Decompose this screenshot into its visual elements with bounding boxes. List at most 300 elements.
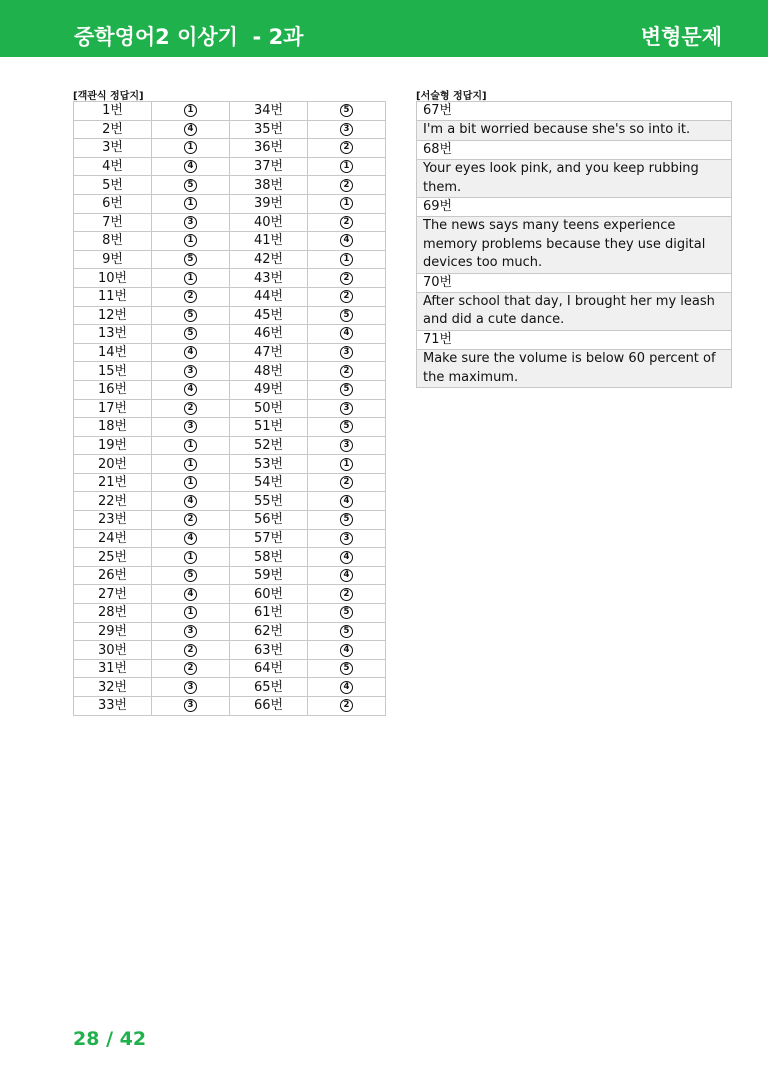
- answer-choice: 1: [184, 141, 197, 154]
- answer-choice: 3: [340, 439, 353, 452]
- answer-choice-cell: [152, 418, 230, 437]
- table-row: [74, 194, 386, 213]
- question-number-cell: [230, 325, 308, 344]
- question-number: 16번: [97, 382, 128, 398]
- answer-choice: 4: [340, 681, 353, 694]
- question-number: 62번: [253, 623, 284, 639]
- answer-text: I'm a bit worried because she's so into it.: [417, 121, 732, 140]
- question-number-cell: [230, 548, 308, 567]
- objective-answers-label: [객관식 정답지]: [73, 91, 144, 102]
- question-number: 64번: [253, 661, 284, 677]
- table-row: [74, 102, 386, 121]
- answer-choice: 1: [340, 197, 353, 210]
- question-number-cell: [74, 120, 152, 139]
- table-row: [74, 362, 386, 381]
- question-number-cell: [74, 492, 152, 511]
- answer-choice: 5: [340, 625, 353, 638]
- question-number-cell: [230, 566, 308, 585]
- answer-choice-cell: [308, 436, 386, 455]
- table-row: [74, 622, 386, 641]
- table-row: [74, 250, 386, 269]
- question-number-cell: [74, 194, 152, 213]
- question-number-cell: [230, 194, 308, 213]
- question-number: 2번: [102, 121, 123, 137]
- question-number: 58번: [253, 549, 284, 565]
- question-number-cell: [74, 380, 152, 399]
- answer-choice: 4: [184, 383, 197, 396]
- answer-choice: 3: [340, 402, 353, 415]
- answer-choice-cell: [308, 529, 386, 548]
- question-number: 55번: [253, 493, 284, 509]
- table-row: [417, 330, 732, 349]
- answer-choice-cell: [308, 362, 386, 381]
- answer-choice-cell: [152, 362, 230, 381]
- question-number-cell: [74, 287, 152, 306]
- question-number-cell: [74, 139, 152, 158]
- question-number: 43번: [253, 270, 284, 286]
- question-number: 19번: [97, 437, 128, 453]
- question-number-cell: [230, 473, 308, 492]
- question-number-cell: [230, 343, 308, 362]
- answer-choice: 2: [340, 216, 353, 229]
- answer-choice-cell: [308, 585, 386, 604]
- question-number-cell: [230, 678, 308, 697]
- answer-choice: 3: [340, 346, 353, 359]
- answer-choice: 5: [340, 606, 353, 619]
- answer-text: Make sure the volume is below 60 percent of the maximum.: [417, 350, 732, 388]
- answer-choice-cell: [152, 269, 230, 288]
- question-number: 33번: [97, 698, 128, 714]
- question-number-cell: [74, 269, 152, 288]
- answer-choice-cell: [308, 325, 386, 344]
- question-number-cell: [74, 157, 152, 176]
- answer-choice-cell: [308, 120, 386, 139]
- question-number-cell: [74, 213, 152, 232]
- answer-choice-cell: [152, 697, 230, 716]
- answer-choice-cell: [308, 418, 386, 437]
- question-number-cell: [74, 455, 152, 474]
- answer-choice: 4: [340, 569, 353, 582]
- question-number: 29번: [97, 623, 128, 639]
- question-number: 9번: [102, 252, 123, 268]
- question-number: 57번: [253, 530, 284, 546]
- descriptive-answer-table: [416, 101, 732, 388]
- table-row: [417, 121, 732, 140]
- question-number: 65번: [253, 679, 284, 695]
- question-number: 28번: [97, 605, 128, 621]
- question-number-cell: [74, 678, 152, 697]
- answer-choice: 2: [340, 290, 353, 303]
- question-number-cell: [230, 213, 308, 232]
- table-row: [74, 697, 386, 716]
- question-number: 54번: [253, 475, 284, 491]
- answer-choice: 5: [340, 104, 353, 117]
- question-number: 60번: [253, 586, 284, 602]
- answer-choice-cell: [152, 232, 230, 251]
- question-number: 15번: [97, 363, 128, 379]
- answer-choice-cell: [152, 529, 230, 548]
- question-number: 37번: [253, 159, 284, 175]
- question-number-cell: [230, 622, 308, 641]
- answer-choice-cell: [152, 176, 230, 195]
- question-number: 17번: [97, 400, 128, 416]
- question-number-cell: [230, 176, 308, 195]
- table-row: [417, 217, 732, 273]
- answer-choice-cell: [308, 380, 386, 399]
- question-number: 44번: [253, 289, 284, 305]
- question-number-cell: [74, 306, 152, 325]
- question-number-cell: [74, 473, 152, 492]
- question-number-cell: [230, 455, 308, 474]
- question-number: 11번: [97, 289, 128, 305]
- question-number: 5번: [102, 177, 123, 193]
- answer-choice: 2: [184, 402, 197, 415]
- table-row: [74, 269, 386, 288]
- answer-choice-cell: [308, 232, 386, 251]
- question-number-cell: [230, 659, 308, 678]
- question-number-cell: [230, 362, 308, 381]
- answer-choice: 5: [340, 420, 353, 433]
- answer-choice: 1: [184, 439, 197, 452]
- answer-choice-cell: [152, 436, 230, 455]
- question-number-cell: [230, 585, 308, 604]
- question-number: 56번: [253, 512, 284, 528]
- question-number: 13번: [97, 326, 128, 342]
- answer-choice: 3: [184, 699, 197, 712]
- answer-choice: 3: [340, 123, 353, 136]
- answer-choice-cell: [152, 102, 230, 121]
- question-number-cell: [230, 157, 308, 176]
- answer-choice-cell: [152, 659, 230, 678]
- table-row: [74, 511, 386, 530]
- table-row: [74, 399, 386, 418]
- question-number: 53번: [253, 456, 284, 472]
- question-number-cell: [74, 511, 152, 530]
- question-number-cell: [74, 418, 152, 437]
- table-row: [74, 139, 386, 158]
- answer-choice-cell: [152, 604, 230, 623]
- table-row: [74, 325, 386, 344]
- question-number: 68번: [417, 140, 732, 159]
- table-row: [74, 120, 386, 139]
- question-number-cell: [230, 399, 308, 418]
- question-number-cell: [74, 659, 152, 678]
- answer-choice-cell: [308, 139, 386, 158]
- answer-choice: 3: [340, 532, 353, 545]
- table-row: [74, 566, 386, 585]
- question-number-cell: [74, 622, 152, 641]
- answer-choice-cell: [152, 139, 230, 158]
- question-number-cell: [230, 139, 308, 158]
- table-row: [417, 140, 732, 159]
- table-row: [74, 529, 386, 548]
- answer-choice-cell: [152, 622, 230, 641]
- answer-choice: 2: [340, 141, 353, 154]
- table-row: [74, 287, 386, 306]
- question-number-cell: [230, 511, 308, 530]
- answer-choice: 2: [340, 588, 353, 601]
- objective-answer-table: [73, 101, 386, 716]
- question-number: 25번: [97, 549, 128, 565]
- page-title: 중학영어2 이상기 - 2과: [74, 25, 304, 49]
- question-number-cell: [230, 102, 308, 121]
- question-number: 10번: [97, 270, 128, 286]
- question-number-cell: [74, 436, 152, 455]
- question-number: 3번: [102, 140, 123, 156]
- question-number: 1번: [102, 103, 123, 119]
- answer-choice-cell: [152, 548, 230, 567]
- answer-choice: 1: [184, 551, 197, 564]
- answer-choice: 4: [184, 123, 197, 136]
- table-row: [417, 102, 732, 121]
- question-number: 48번: [253, 363, 284, 379]
- answer-choice-cell: [308, 213, 386, 232]
- table-row: [74, 232, 386, 251]
- question-number-cell: [74, 697, 152, 716]
- question-number-cell: [74, 585, 152, 604]
- answer-choice: 4: [340, 327, 353, 340]
- question-number: 23번: [97, 512, 128, 528]
- question-number: 47번: [253, 345, 284, 361]
- answer-choice: 1: [340, 253, 353, 266]
- question-number: 14번: [97, 345, 128, 361]
- question-number: 49번: [253, 382, 284, 398]
- page-header: [0, 0, 768, 57]
- question-number-cell: [230, 529, 308, 548]
- table-row: [74, 436, 386, 455]
- question-number: 59번: [253, 568, 284, 584]
- table-row: [74, 492, 386, 511]
- question-number: 70번: [417, 273, 732, 292]
- question-number-cell: [230, 492, 308, 511]
- answer-choice: 5: [340, 662, 353, 675]
- question-number-cell: [230, 697, 308, 716]
- question-number-cell: [230, 232, 308, 251]
- question-number-cell: [230, 604, 308, 623]
- table-row: [74, 455, 386, 474]
- table-row: [74, 641, 386, 660]
- answer-choice-cell: [308, 157, 386, 176]
- question-number: 42번: [253, 252, 284, 268]
- answer-choice-cell: [152, 678, 230, 697]
- answer-choice-cell: [152, 157, 230, 176]
- question-number: 30번: [97, 642, 128, 658]
- question-number: 22번: [97, 493, 128, 509]
- answer-choice-cell: [308, 548, 386, 567]
- answer-choice: 5: [184, 569, 197, 582]
- answer-choice: 2: [340, 699, 353, 712]
- answer-choice: 2: [340, 179, 353, 192]
- answer-choice-cell: [308, 678, 386, 697]
- answer-choice: 1: [184, 272, 197, 285]
- answer-choice-cell: [308, 306, 386, 325]
- table-row: [417, 350, 732, 388]
- answer-choice-cell: [152, 194, 230, 213]
- answer-choice: 1: [184, 476, 197, 489]
- table-row: [417, 198, 732, 217]
- answer-choice-cell: [308, 511, 386, 530]
- question-number: 45번: [253, 307, 284, 323]
- question-number-cell: [74, 250, 152, 269]
- question-number: 67번: [417, 102, 732, 121]
- answer-choice-cell: [152, 120, 230, 139]
- answer-choice-cell: [308, 492, 386, 511]
- answer-choice-cell: [308, 566, 386, 585]
- table-row: [74, 157, 386, 176]
- answer-choice: 4: [184, 532, 197, 545]
- table-row: [74, 343, 386, 362]
- question-number: 52번: [253, 437, 284, 453]
- answer-choice-cell: [308, 641, 386, 660]
- question-number-cell: [74, 343, 152, 362]
- answer-choice: 4: [340, 551, 353, 564]
- question-number-cell: [74, 548, 152, 567]
- answer-choice: 3: [184, 420, 197, 433]
- answer-text: Your eyes look pink, and you keep rubbing them.: [417, 160, 732, 198]
- question-number-cell: [74, 604, 152, 623]
- table-row: [74, 418, 386, 437]
- question-number: 8번: [102, 233, 123, 249]
- answer-choice-cell: [152, 473, 230, 492]
- question-number: 41번: [253, 233, 284, 249]
- answer-choice: 3: [184, 216, 197, 229]
- table-row: [74, 659, 386, 678]
- answer-choice-cell: [152, 213, 230, 232]
- table-row: [74, 306, 386, 325]
- answer-choice: 4: [340, 234, 353, 247]
- table-row: [74, 473, 386, 492]
- question-number-cell: [74, 325, 152, 344]
- question-number: 35번: [253, 121, 284, 137]
- answer-choice: 1: [184, 606, 197, 619]
- table-row: [74, 380, 386, 399]
- answer-choice-cell: [308, 659, 386, 678]
- descriptive-answers-label: [서술형 정답지]: [416, 91, 487, 102]
- answer-choice: 2: [340, 365, 353, 378]
- answer-choice-cell: [308, 622, 386, 641]
- question-number: 61번: [253, 605, 284, 621]
- answer-choice: 2: [184, 644, 197, 657]
- question-number: 21번: [97, 475, 128, 491]
- current-page: 28: [73, 1028, 100, 1050]
- question-number-cell: [74, 399, 152, 418]
- question-number-cell: [230, 641, 308, 660]
- question-number: 12번: [97, 307, 128, 323]
- question-number: 7번: [102, 214, 123, 230]
- question-number: 20번: [97, 456, 128, 472]
- answer-choice: 5: [184, 253, 197, 266]
- answer-choice: 5: [184, 327, 197, 340]
- question-number: 32번: [97, 679, 128, 695]
- answer-choice: 1: [340, 160, 353, 173]
- answer-choice: 4: [184, 160, 197, 173]
- answer-choice: 4: [340, 644, 353, 657]
- question-number: 27번: [97, 586, 128, 602]
- question-number-cell: [74, 641, 152, 660]
- answer-choice-cell: [308, 604, 386, 623]
- question-number-cell: [230, 287, 308, 306]
- question-number: 38번: [253, 177, 284, 193]
- table-row: [417, 293, 732, 331]
- answer-choice-cell: [152, 343, 230, 362]
- answer-text: The news says many teens experience memory problems because they use digital devices too much.: [417, 217, 732, 273]
- answer-choice-cell: [152, 511, 230, 530]
- question-number: 36번: [253, 140, 284, 156]
- table-row: [74, 604, 386, 623]
- table-row: [74, 678, 386, 697]
- answer-choice: 5: [184, 309, 197, 322]
- answer-choice: 1: [184, 458, 197, 471]
- question-number: 26번: [97, 568, 128, 584]
- question-number: 46번: [253, 326, 284, 342]
- answer-choice-cell: [152, 380, 230, 399]
- answer-choice: 4: [184, 346, 197, 359]
- question-number: 40번: [253, 214, 284, 230]
- question-number-cell: [74, 529, 152, 548]
- answer-choice: 2: [340, 272, 353, 285]
- table-row: [74, 176, 386, 195]
- answer-choice: 2: [184, 290, 197, 303]
- answer-choice-cell: [308, 176, 386, 195]
- answer-choice-cell: [152, 399, 230, 418]
- question-number: 71번: [417, 330, 732, 349]
- question-number-cell: [230, 436, 308, 455]
- page-subtitle: 변형문제: [640, 25, 722, 49]
- answer-choice-cell: [308, 399, 386, 418]
- answer-choice: 1: [340, 458, 353, 471]
- page-number: [73, 1028, 146, 1050]
- answer-choice: 5: [340, 309, 353, 322]
- question-number: 39번: [253, 196, 284, 212]
- answer-choice-cell: [308, 250, 386, 269]
- answer-choice: 5: [184, 179, 197, 192]
- answer-choice: 1: [184, 197, 197, 210]
- answer-choice: 4: [340, 495, 353, 508]
- answer-choice-cell: [308, 697, 386, 716]
- answer-choice-cell: [308, 102, 386, 121]
- question-number-cell: [230, 120, 308, 139]
- answer-choice: 5: [340, 513, 353, 526]
- table-row: [74, 213, 386, 232]
- question-number-cell: [74, 232, 152, 251]
- answer-choice: 2: [184, 662, 197, 675]
- answer-choice-cell: [308, 269, 386, 288]
- table-row: [417, 160, 732, 198]
- question-number: 51번: [253, 419, 284, 435]
- answer-choice-cell: [152, 306, 230, 325]
- question-number-cell: [230, 306, 308, 325]
- question-number: 69번: [417, 198, 732, 217]
- question-number: 18번: [97, 419, 128, 435]
- page-separator: /: [106, 1028, 114, 1050]
- question-number: 6번: [102, 196, 123, 212]
- answer-choice: 4: [184, 495, 197, 508]
- answer-choice: 1: [184, 104, 197, 117]
- question-number-cell: [230, 418, 308, 437]
- answer-choice-cell: [152, 325, 230, 344]
- answer-choice-cell: [308, 473, 386, 492]
- answer-choice-cell: [308, 287, 386, 306]
- total-pages: 42: [119, 1028, 147, 1050]
- answer-choice-cell: [152, 566, 230, 585]
- answer-choice: 3: [184, 681, 197, 694]
- table-row: [74, 548, 386, 567]
- question-number: 31번: [97, 661, 128, 677]
- answer-choice: 3: [184, 365, 197, 378]
- answer-choice-cell: [152, 250, 230, 269]
- answer-choice: 2: [184, 513, 197, 526]
- question-number-cell: [230, 380, 308, 399]
